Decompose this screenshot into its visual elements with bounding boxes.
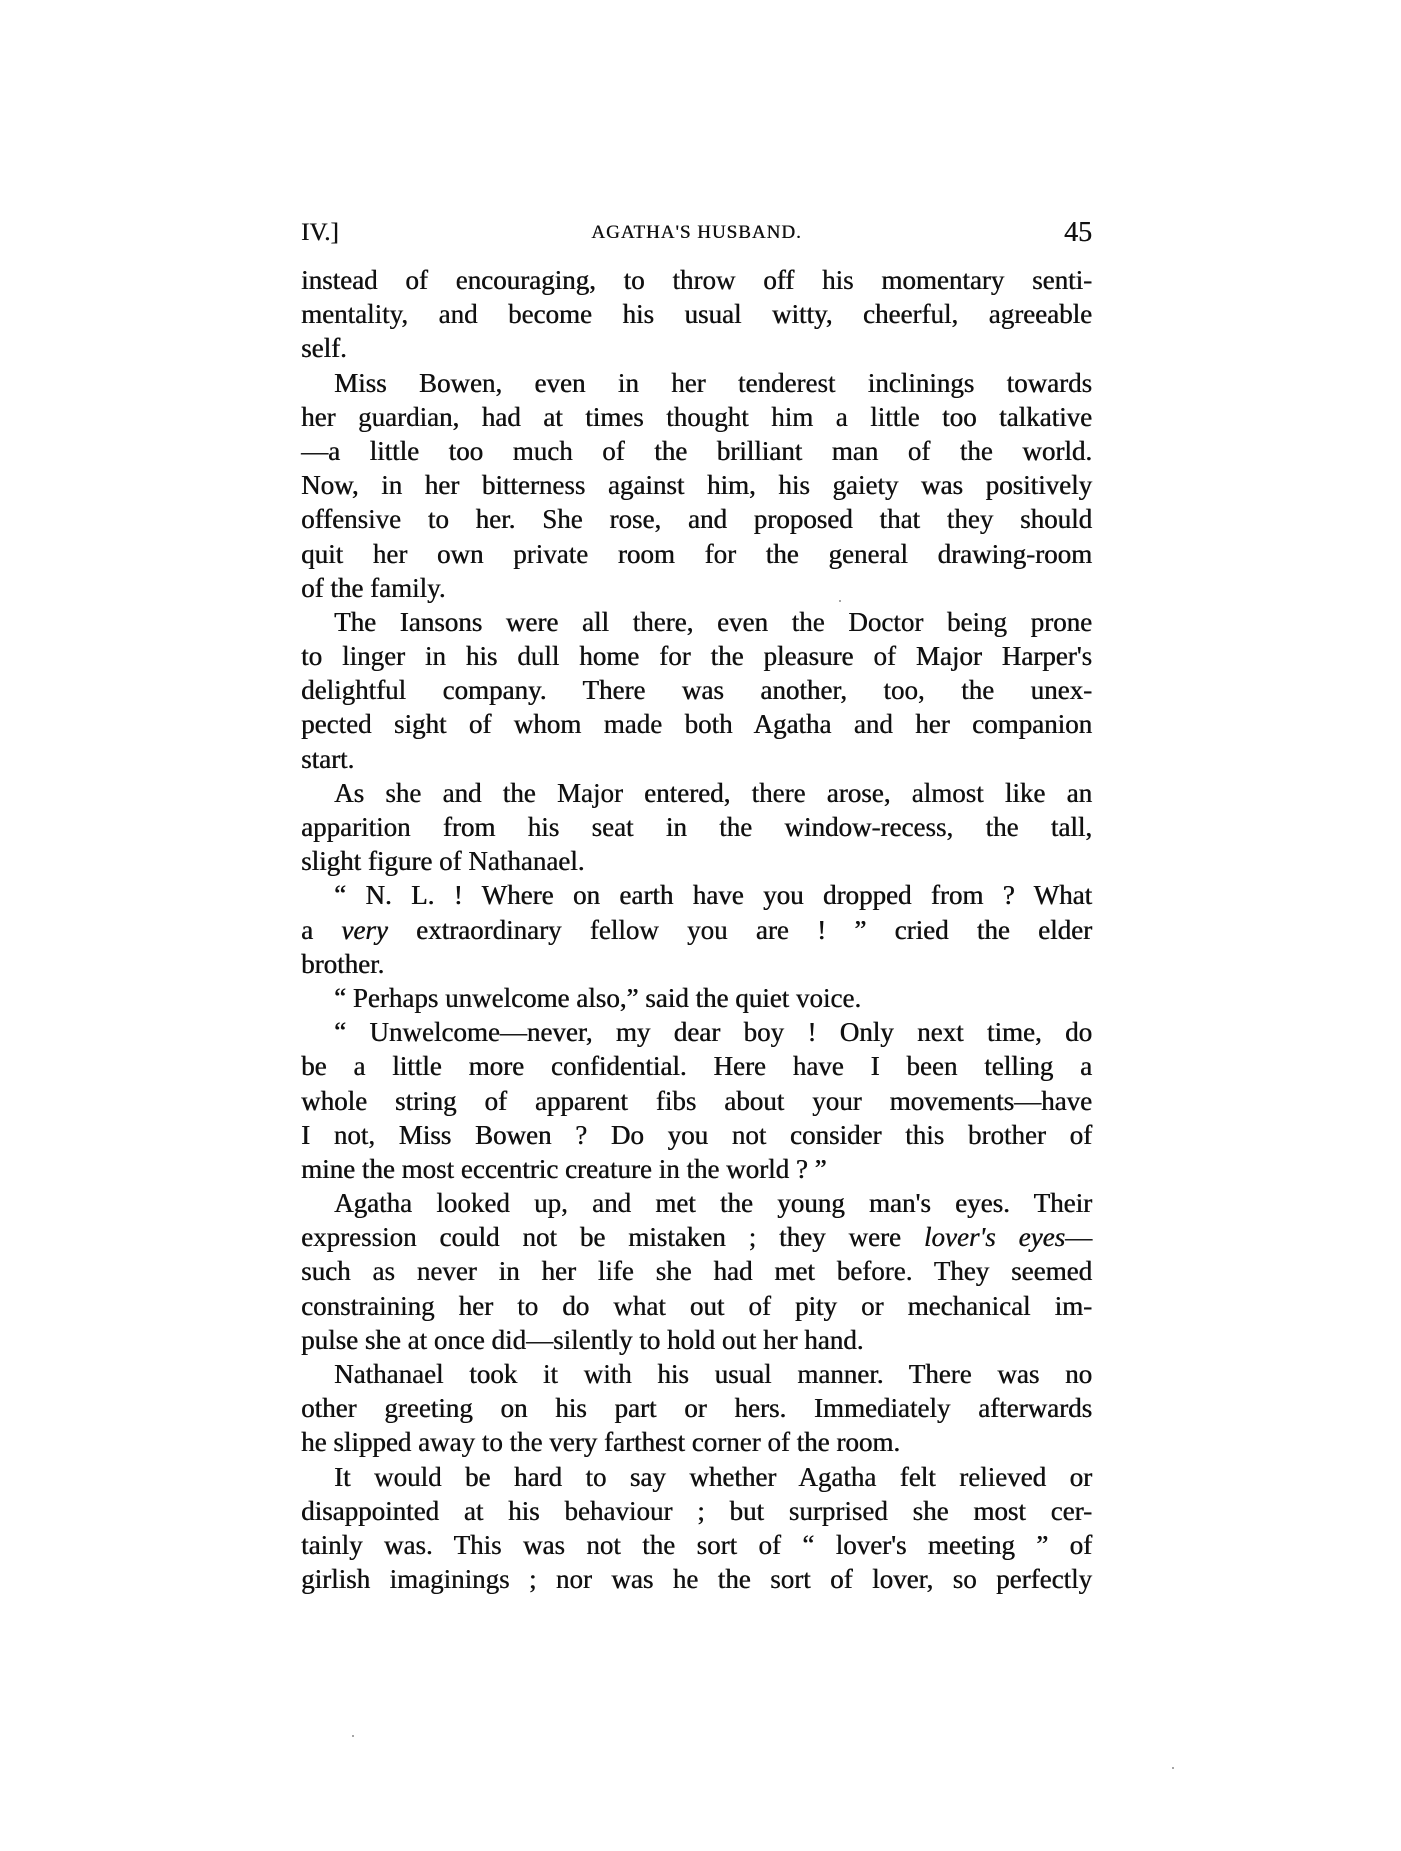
text-line: slight figure of Nathanael.	[301, 846, 585, 877]
text-line: other greeting on his part or hers. Immediately afterwards	[301, 1393, 1092, 1424]
text-line: Miss Bowen, even in her tenderest inclinings towards	[334, 367, 1092, 398]
text-line: —a little too much of the brilliant man of the world.	[301, 435, 1092, 466]
italic-text: very	[341, 914, 388, 945]
text-line: “ Unwelcome—never, my dear boy ! Only next time, do	[334, 1017, 1092, 1048]
text-segment: extraordinary fellow you are ! ” cried the elder	[387, 914, 1092, 945]
text-line: brother.	[301, 948, 385, 979]
text-line: quit her own private room for the general drawing-room	[301, 538, 1092, 569]
scan-speck	[352, 1735, 354, 1737]
text-line: pected sight of whom made both Agatha and her companion	[301, 709, 1092, 740]
text-line: such as never in her life she had met before. They seemed	[301, 1256, 1092, 1287]
scan-speck	[839, 600, 841, 602]
text-line	[301, 913, 1092, 947]
text-line: disappointed at his behaviour ; but surprised she most cer-	[301, 1495, 1092, 1526]
text-line: girlish imaginings ; nor was he the sort of lover, so perfectly	[301, 1564, 1092, 1595]
text-segment: —	[1065, 1222, 1092, 1253]
text-line: start.	[301, 743, 355, 774]
text-line: It would be hard to say whether Agatha felt relieved or	[334, 1461, 1092, 1492]
text-line: mentality, and become his usual witty, cheerful, agreeable	[301, 299, 1092, 330]
text-line: pulse she at once did—silently to hold out her hand.	[301, 1324, 864, 1355]
text-line: delightful company. There was another, too, the unex-	[301, 675, 1092, 706]
text-segment: expression could not be mistaken ; they were	[301, 1222, 924, 1253]
paragraph	[301, 776, 1092, 879]
text-line: of the family.	[301, 572, 446, 603]
text-line: “ Perhaps unwelcome also,” said the quiet voice.	[334, 982, 862, 1013]
text-line: Agatha looked up, and met the young man's eyes. Their	[334, 1188, 1092, 1219]
scan-speck	[1172, 1767, 1174, 1769]
paragraph	[301, 1015, 1092, 1186]
chapter-number: IV.]	[301, 219, 339, 246]
paragraph	[301, 981, 1092, 1015]
paragraph	[301, 878, 1092, 981]
text-line: As she and the Major entered, there arose, almost like an	[334, 777, 1092, 808]
text-line: tainly was. This was not the sort of “ lover's meeting ” of	[301, 1529, 1092, 1560]
running-head	[301, 216, 1092, 250]
paragraph	[301, 1186, 1092, 1357]
paragraph	[301, 366, 1092, 605]
paragraph	[301, 1357, 1092, 1460]
text-line: Nathanael took it with his usual manner. There was no	[334, 1359, 1092, 1389]
text-segment: a	[301, 914, 342, 945]
text-line: instead of encouraging, to throw off his momentary senti-	[301, 265, 1092, 295]
text-line: mine the most eccentric creature in the world ? ”	[301, 1153, 827, 1184]
body-text	[301, 263, 1092, 1596]
text-line: be a little more confidential. Here have I been telling a	[301, 1051, 1092, 1082]
text-line: to linger in his dull home for the pleasure of Major Harper's	[301, 641, 1092, 672]
text-line: offensive to her. She rose, and proposed that they should	[301, 504, 1092, 535]
text-line: whole string of apparent fibs about your movements—have	[301, 1085, 1092, 1116]
text-line: The Iansons were all there, even the Doctor being prone	[334, 606, 1092, 637]
text-line: self.	[301, 333, 347, 364]
text-line: apparition from his seat in the window-recess, the tall,	[301, 812, 1092, 842]
text-line: constraining her to do what out of pity or mechanical im-	[301, 1290, 1092, 1321]
running-title: AGATHA'S HUSBAND.	[591, 222, 802, 243]
text-line: he slipped away to the very farthest corner of the room.	[301, 1427, 901, 1458]
text-line: Now, in her bitterness against him, his gaiety was positively	[301, 470, 1092, 501]
paragraph	[301, 1460, 1092, 1597]
paragraph	[301, 263, 1092, 366]
italic-text: lover's eyes	[923, 1222, 1065, 1253]
text-line	[301, 1220, 1092, 1254]
text-line: I not, Miss Bowen ? Do you not consider this brother of	[301, 1119, 1092, 1150]
paragraph	[301, 605, 1092, 776]
text-line: her guardian, had at times thought him a little too talkative	[301, 401, 1092, 432]
text-line: “ N. L. ! Where on earth have you dropped from ? What	[334, 880, 1092, 911]
page-number: 45	[1064, 217, 1092, 248]
